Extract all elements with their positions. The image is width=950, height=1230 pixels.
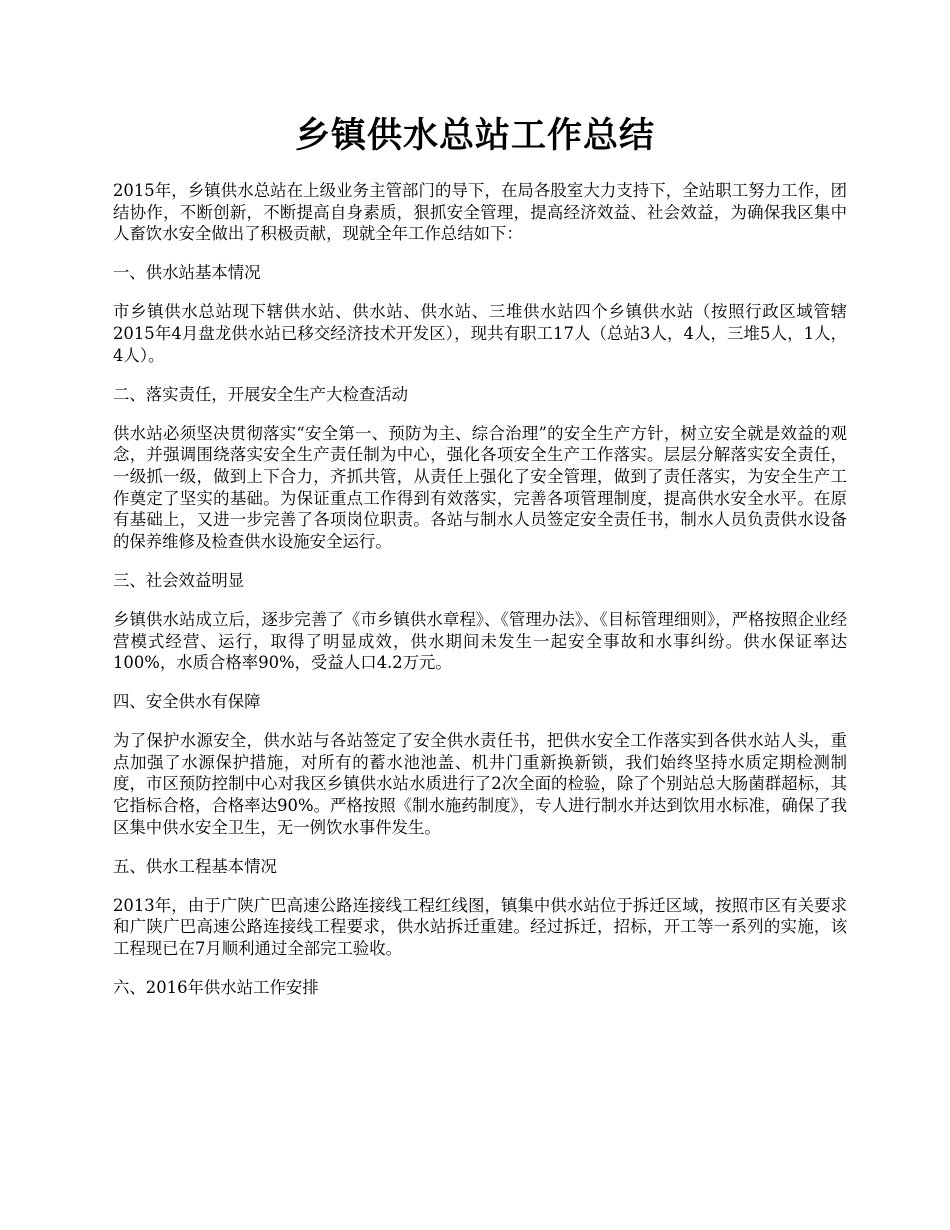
intro-paragraph: 2015年，乡镇供水总站在上级业务主管部门的导下，在局各股室大力支持下，全站职工努力工作，团结协作，不断创新，不断提高自身素质，狠抓安全管理，提高经济效益、社会效益，为确保我区集中人畜饮水安全做出了积极贡献，现就全年工作总结如下：: [113, 181, 847, 244]
section-paragraph-3: 乡镇供水站成立后，逐步完善了《市乡镇供水章程》、《管理办法》、《目标管理细则》，严格按照企业经营模式经营、运行，取得了明显成效，供水期间未发生一起安全事故和水事纠纷。供水保证率达100%，水质合格率90%，受益人口4.2万元。: [113, 609, 847, 673]
section-heading-2: 二、落实责任，开展安全生产大检查活动: [113, 384, 409, 404]
section-paragraph-5: 2013年，由于广陕广巴高速公路连接线工程红线图，镇集中供水站位于拆迁区域，按照市区有关要求和广陕广巴高速公路连接线工程要求，供水站拆迁重建。经过拆迁，招标，开工等一系列的实施，该工程现已在7月顺利通过全部完工验收。: [113, 895, 847, 959]
section-paragraph-1: 市乡镇供水总站现下辖供水站、供水站、供水站、三堆供水站四个乡镇供水站（按照行政区域管辖2015年4月盘龙供水站已移交经济技术开发区），现共有职工17人（总站3人，4人，三堆5人，1人，4人）。: [113, 302, 847, 365]
document-body: [113, 180, 847, 1016]
section-heading-6: 六、2016年供水站工作安排: [113, 978, 319, 998]
section-heading-5: 五、供水工程基本情况: [113, 856, 277, 876]
section-paragraph-2: 供水站必须坚决贯彻落实“安全第一、预防为主、综合治理”的安全生产方针，树立安全就是效益的观念，并强调围绕落实安全生产责任制为中心，强化各项安全生产工作落实。层层分解落实安全责任，一级抓一级，做到上下合力，齐抓共管，从责任上强化了安全管理，做到了责任落实，为安全生产工作奠定了坚实的基础。为保证重点工作得到有效落实，完善各项管理制度，提高供水安全水平。在原有基础上，又进一步完善了各项岗位职责。各站与制水人员签定安全责任书，制水人员负责供水设备的保养维修及检查供水设施安全运行。: [113, 423, 847, 551]
section-heading-4: 四、安全供水有保障: [113, 692, 261, 712]
section-heading-3: 三、社会效益明显: [113, 570, 245, 590]
section-paragraph-4: 为了保护水源安全，供水站与各站签定了安全供水责任书，把供水安全工作落实到各供水站人头，重点加强了水源保护措施，对所有的蓄水池池盖、机井门重新换新锁，我们始终坚持水质定期检测制度，市区预防控制中心对我区乡镇供水站水质进行了2次全面的检验，除了个别站总大肠菌群超标，其它指标合格，合格率达90%。严格按照《制水施药制度》，专人进行制水并达到饮用水标准，确保了我区集中供水安全卫生，无一例饮水事件发生。: [113, 731, 847, 837]
section-heading-1: 一、供水站基本情况: [113, 263, 261, 283]
document-title: 乡镇供水总站工作总结: [294, 116, 655, 156]
